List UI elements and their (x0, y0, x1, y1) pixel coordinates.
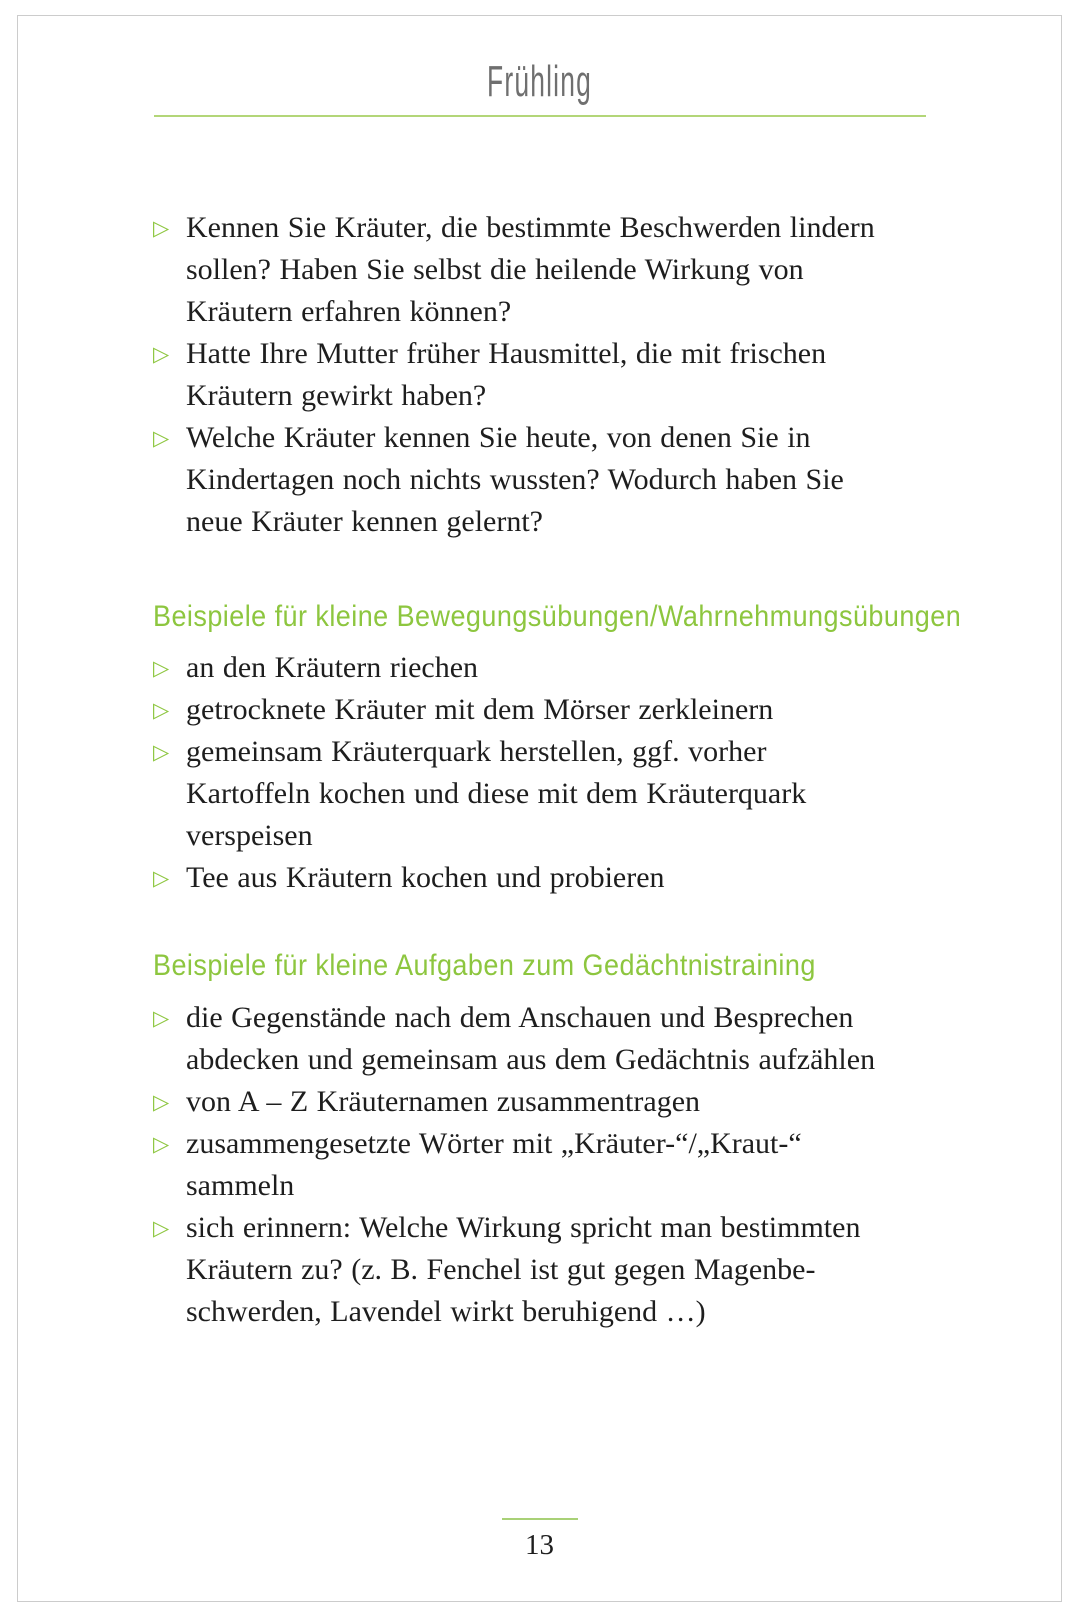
list-item-text: Tee aus Kräutern kochen und probieren (186, 861, 665, 894)
list-item-text: gemeinsam Kräuterquark herstellen, ggf. vorher Kartoffeln kochen und diese mit dem Kräuterquark verspeisen (186, 735, 807, 852)
page-content (153, 207, 962, 1333)
list-item (153, 333, 894, 417)
list-item (153, 1123, 894, 1207)
list-item (153, 1207, 894, 1333)
list-item-text: zusammengesetzte Wörter mit „Kräuter-“/„Kraut-“ sammeln (186, 1127, 802, 1202)
triangle-bullet-icon: ▷ (153, 1216, 170, 1240)
triangle-bullet-icon: ▷ (153, 866, 170, 890)
page-footer (18, 1518, 1061, 1563)
page-number: 13 (525, 1529, 554, 1561)
list-item (153, 857, 894, 899)
list-item-text: getrocknete Kräuter mit dem Mörser zerkleinern (186, 693, 774, 726)
title-rule (154, 115, 926, 117)
book-page (17, 15, 1062, 1602)
triangle-bullet-icon: ▷ (153, 740, 170, 764)
triangle-bullet-icon: ▷ (153, 1132, 170, 1156)
triangle-bullet-icon: ▷ (153, 656, 170, 680)
question-list (153, 207, 894, 543)
list-item-text: von A – Z Kräuternamen zusammentragen (186, 1085, 701, 1118)
footer-rule (502, 1518, 578, 1520)
list-item (153, 997, 894, 1081)
triangle-bullet-icon: ▷ (153, 342, 170, 366)
page-title: Frühling (487, 57, 592, 106)
list-item-text: an den Kräutern riechen (186, 651, 479, 684)
list-item (153, 417, 894, 543)
list-item-text: Welche Kräuter kennen Sie heute, von denen Sie in Kindertagen noch nichts wussten? Wodurch haben Sie neue Kräuter kennen gelernt? (186, 421, 844, 538)
list-item-text: sich erinnern: Welche Wirkung spricht man bestimmten Kräutern zu? (z. B. Fenchel ist gut gegen Magenbeschwerden, Lavendel wirkt beruhigend …) (186, 1211, 861, 1328)
section-heading-memory: Beispiele für kleine Aufgaben zum Gedächtnistraining (153, 949, 816, 982)
list-item (153, 647, 894, 689)
list-item (153, 689, 894, 731)
triangle-bullet-icon: ▷ (153, 216, 170, 240)
page-header (18, 58, 1061, 117)
list-item (153, 731, 894, 857)
triangle-bullet-icon: ▷ (153, 426, 170, 450)
list-item-text: die Gegenstände nach dem Anschauen und Besprechen abdecken und gemeinsam aus dem Gedächtnis aufzählen (186, 1001, 876, 1076)
list-item-text: Kennen Sie Kräuter, die bestimmte Beschwerden lindern sollen? Haben Sie selbst die heilende Wirkung von Kräutern erfahren können? (186, 211, 875, 328)
triangle-bullet-icon: ▷ (153, 1090, 170, 1114)
list-item-text: Hatte Ihre Mutter früher Hausmittel, die mit frischen Kräutern gewirkt haben? (186, 337, 827, 412)
list-item (153, 207, 894, 333)
list-item (153, 1081, 894, 1123)
triangle-bullet-icon: ▷ (153, 1006, 170, 1030)
memory-list (153, 997, 894, 1333)
movement-list (153, 647, 894, 899)
triangle-bullet-icon: ▷ (153, 698, 170, 722)
section-heading-movement: Beispiele für kleine Bewegungsübungen/Wahrnehmungsübungen (153, 600, 962, 633)
